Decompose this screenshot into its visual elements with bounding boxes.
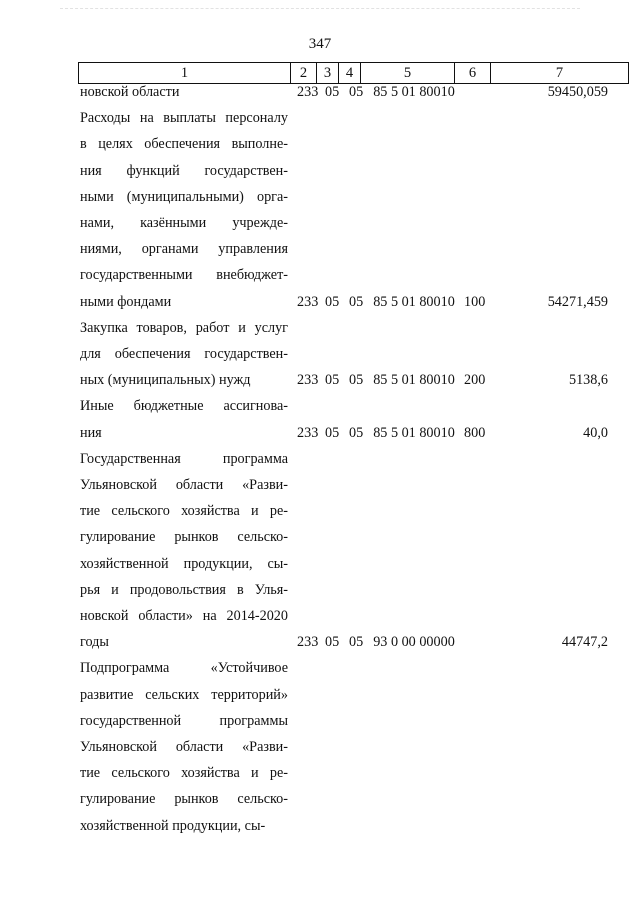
ministry-code: 233 [297,634,319,651]
row-description-line: рья и продовольствия в Улья- [80,581,288,598]
row-description-line: в целях обеспечения выполне- [80,136,288,153]
row-description-line: хозяйственной продукции, сы- [80,555,288,572]
amount-value: 5138,6 [568,372,608,389]
subsection-code: 05 [349,634,364,651]
row-description-line: Государственная программа [80,450,288,467]
subsection-code: 05 [349,84,364,100]
row-description-line: Расходы на выплаты персоналу [80,110,288,127]
table-row [0,110,640,320]
row-description-line: Иные бюджетные ассигнова- [80,398,288,415]
row-description-line: ния функций государствен- [80,162,288,179]
row-description-line: гулирование рынков сельско- [80,529,288,546]
row-description-line: государственными внебюджет- [80,267,288,284]
row-description-line: гулирование рынков сельско- [80,791,288,808]
column-header-4: 4 [339,63,361,84]
row-description-line: нами, казёнными учрежде- [80,214,288,231]
section-code: 05 [325,634,340,651]
row-description-line: ными фондами [80,293,172,310]
ministry-code: 233 [297,424,319,441]
target-article-code: 85 5 01 80010 [373,424,455,441]
row-description-line: Ульяновской области «Разви- [80,738,288,755]
row-description-line: государственной программы [80,712,288,729]
column-header-table [78,62,629,84]
ministry-code: 233 [297,84,319,100]
column-header-1: 1 [79,63,291,84]
table-row [0,451,640,661]
row-description-line: Закупка товаров, работ и услуг [80,319,288,336]
subsection-code: 05 [349,372,364,389]
subsection-code: 05 [349,293,364,310]
column-header-7: 7 [491,63,629,84]
row-description-line: для обеспечения государствен- [80,345,288,362]
row-description-line: ния [80,424,102,441]
table-row [0,660,640,843]
target-article-code: 85 5 01 80010 [373,372,455,389]
target-article-code: 93 0 00 00000 [373,634,455,651]
row-description-line: тие сельского хозяйства и ре- [80,503,288,520]
subsection-code: 05 [349,424,364,441]
scan-edge-marks [60,8,580,13]
ministry-code: 233 [297,293,319,310]
table-row [0,84,640,110]
row-description-line: Ульяновской области «Разви- [80,476,288,493]
row-description-line: развитие сельских территорий» [80,686,288,703]
table-row [0,398,640,450]
amount-value: 44747,2 [561,634,608,651]
amount-value: 54271,459 [547,293,608,310]
column-header-2: 2 [291,63,317,84]
column-header-5: 5 [361,63,455,84]
row-description-line: ными (муниципальными) орга- [80,188,288,205]
row-description-line: хозяйственной продукции, сы- [80,817,266,834]
section-code: 05 [325,293,340,310]
row-description-line: Подпрограмма «Устойчивое [80,660,288,677]
expense-type-code: 200 [464,372,486,389]
ministry-code: 233 [297,372,319,389]
amount-value: 59450,059 [547,84,608,100]
row-description-line: новской области» на 2014-2020 [80,607,288,624]
target-article-code: 85 5 01 80010 [373,293,455,310]
row-description-line: тие сельского хозяйства и ре- [80,765,288,782]
column-header-6: 6 [455,63,491,84]
row-description-line: ниями, органами управления [80,241,288,258]
row-description-line: новской области [80,84,180,100]
column-header-3: 3 [317,63,339,84]
expense-type-code: 800 [464,424,486,441]
section-code: 05 [325,372,340,389]
target-article-code: 85 5 01 80010 [373,84,455,100]
section-code: 05 [325,84,340,100]
table-row [0,320,640,399]
expense-type-code: 100 [464,293,486,310]
section-code: 05 [325,424,340,441]
row-description-line: ных (муниципальных) нужд [80,372,251,389]
row-description-line: годы [80,634,109,651]
amount-value: 40,0 [583,424,608,441]
page-number: 347 [308,36,332,52]
